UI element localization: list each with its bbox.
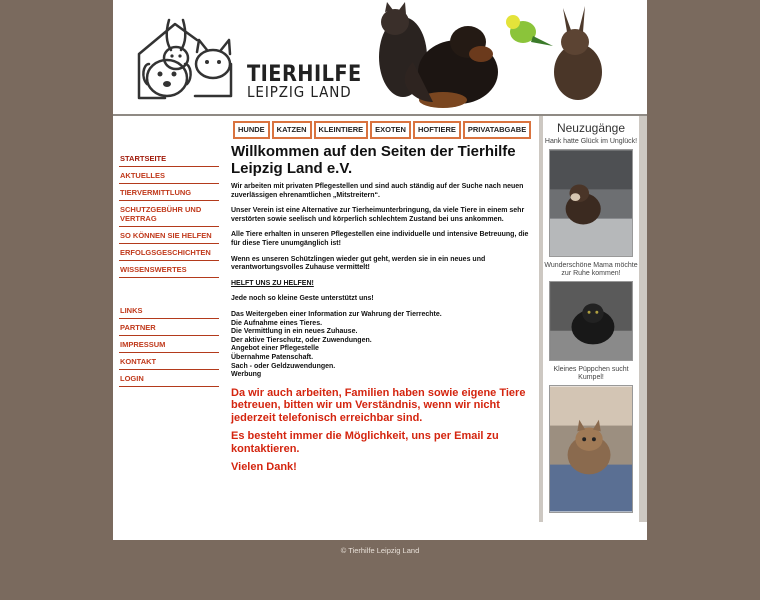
header bbox=[113, 0, 647, 116]
help-heading: HELFT UNS ZU HELFEN! bbox=[231, 279, 314, 287]
arrival-photo-cat-hank[interactable] bbox=[549, 149, 633, 257]
gesture-paragraph: Jede noch so kleine Geste unterstützt uns! bbox=[231, 295, 374, 303]
nav-startseite[interactable]: STARTSEITE bbox=[119, 150, 219, 167]
tab-kleintiere[interactable]: KLEINTIERE bbox=[314, 121, 369, 139]
nav-schutzgebuehr[interactable]: SCHUTZGEBÜHR UND VERTRAG bbox=[119, 201, 219, 227]
nav-tiervermittlung[interactable]: TIERVERMITTLUNG bbox=[119, 184, 219, 201]
nav-erfolgsgeschichten[interactable]: ERFOLGSGESCHICHTEN bbox=[119, 244, 219, 261]
adoption-paragraph: Wenn es unseren Schützlingen wieder gut geht, werden sie in ein neues und verantwortungsvolles Zuhause vermittelt! bbox=[231, 255, 486, 272]
tab-hunde[interactable]: HUNDE bbox=[233, 121, 270, 139]
list-item: Das Weitergeben einer Information zur Wahrung der Tierrechte. bbox=[231, 310, 442, 318]
footer-copyright: © Tierhilfe Leipzig Land bbox=[340, 546, 420, 555]
thanks-text: Vielen Dank! bbox=[231, 461, 297, 474]
nav-partner[interactable]: PARTNER bbox=[119, 319, 219, 336]
arrival-caption: Wunderschöne Mama möchte zur Ruhe kommen! bbox=[544, 261, 638, 277]
page-title: Willkommen auf den Seiten der Tierhilfe Leipzig Land e.V. bbox=[231, 143, 516, 177]
sidebar-nav bbox=[119, 150, 219, 387]
brand-subtitle: LEIPZIG LAND bbox=[247, 83, 352, 101]
sidebar-title: Neuzugänge bbox=[556, 121, 626, 135]
list-item: Die Vermittlung in ein neues Zuhause. bbox=[231, 328, 358, 336]
list-item: Der aktive Tierschutz, oder Zuwendungen. bbox=[231, 336, 372, 344]
page-container bbox=[113, 0, 647, 540]
sidebar-panel bbox=[543, 116, 639, 522]
nav-helfen[interactable]: SO KÖNNEN SIE HELFEN bbox=[119, 227, 219, 244]
new-arrivals-sidebar bbox=[539, 116, 647, 522]
header-animals-photo bbox=[373, 2, 643, 112]
arrival-photo-kitten[interactable] bbox=[549, 385, 633, 513]
list-item: Sach - oder Geldzuwendungen. bbox=[231, 362, 336, 370]
tab-exoten[interactable]: EXOTEN bbox=[370, 121, 411, 139]
availability-notice: Da wir auch arbeiten, Familien haben sowie eigene Tiere betreuen, bitten wir um Verständnis, wenn wir nicht jederzeit telefonisch erreichbar sind. bbox=[231, 386, 526, 424]
arrival-caption: Kleines Püppchen sucht Kumpel! bbox=[553, 365, 629, 381]
arrival-caption: Hank hatte Glück im Unglück! bbox=[544, 138, 638, 145]
intro-paragraph: Wir arbeiten mit privaten Pflegestellen und sind auch ständig auf der Suche nach neuen zuverlässigen ehrenamtlichen „Mitstreitern“. bbox=[231, 183, 524, 199]
alternative-paragraph: Unser Verein ist eine Alternative zur Tierheimunterbringung, da viele Tiere in einem sehr verstörten sowie seelisch und körperlich schlechtem Zustand bei uns ankommen. bbox=[231, 207, 525, 223]
nav-spacer bbox=[119, 278, 219, 302]
nav-wissenswertes[interactable]: WISSENSWERTES bbox=[119, 261, 219, 278]
main-content bbox=[231, 143, 536, 480]
care-paragraph: Alle Tiere erhalten in unseren Pflegestellen eine individuelle und intensive Betreuung, die für diese Tiere unumgänglich ist! bbox=[231, 231, 529, 247]
list-item: Werbung bbox=[231, 371, 262, 379]
brand-title: TIERHILFE bbox=[247, 62, 362, 87]
nav-aktuelles[interactable]: AKTUELLES bbox=[119, 167, 219, 184]
tab-privatabgabe[interactable]: PRIVATABGABE bbox=[463, 121, 531, 139]
tab-hoftiere[interactable]: HOFTIERE bbox=[413, 121, 461, 139]
email-notice: Es besteht immer die Möglichkeit, uns per Email zu kontaktieren. bbox=[231, 430, 499, 455]
tab-katzen[interactable]: KATZEN bbox=[272, 121, 312, 139]
list-item: Angebot einer Pflegestelle bbox=[231, 345, 319, 353]
arrival-photo-cat-mama[interactable] bbox=[549, 281, 633, 361]
category-nav bbox=[233, 121, 531, 139]
logo-animals-icon[interactable] bbox=[135, 14, 235, 104]
nav-impressum[interactable]: IMPRESSUM bbox=[119, 336, 219, 353]
nav-links[interactable]: LINKS bbox=[119, 302, 219, 319]
nav-login[interactable]: LOGIN bbox=[119, 370, 219, 387]
list-item: Übernahme Patenschaft. bbox=[231, 353, 314, 361]
help-list bbox=[231, 311, 536, 380]
list-item: Die Aufnahme eines Tieres. bbox=[231, 319, 323, 327]
nav-kontakt[interactable]: KONTAKT bbox=[119, 353, 219, 370]
